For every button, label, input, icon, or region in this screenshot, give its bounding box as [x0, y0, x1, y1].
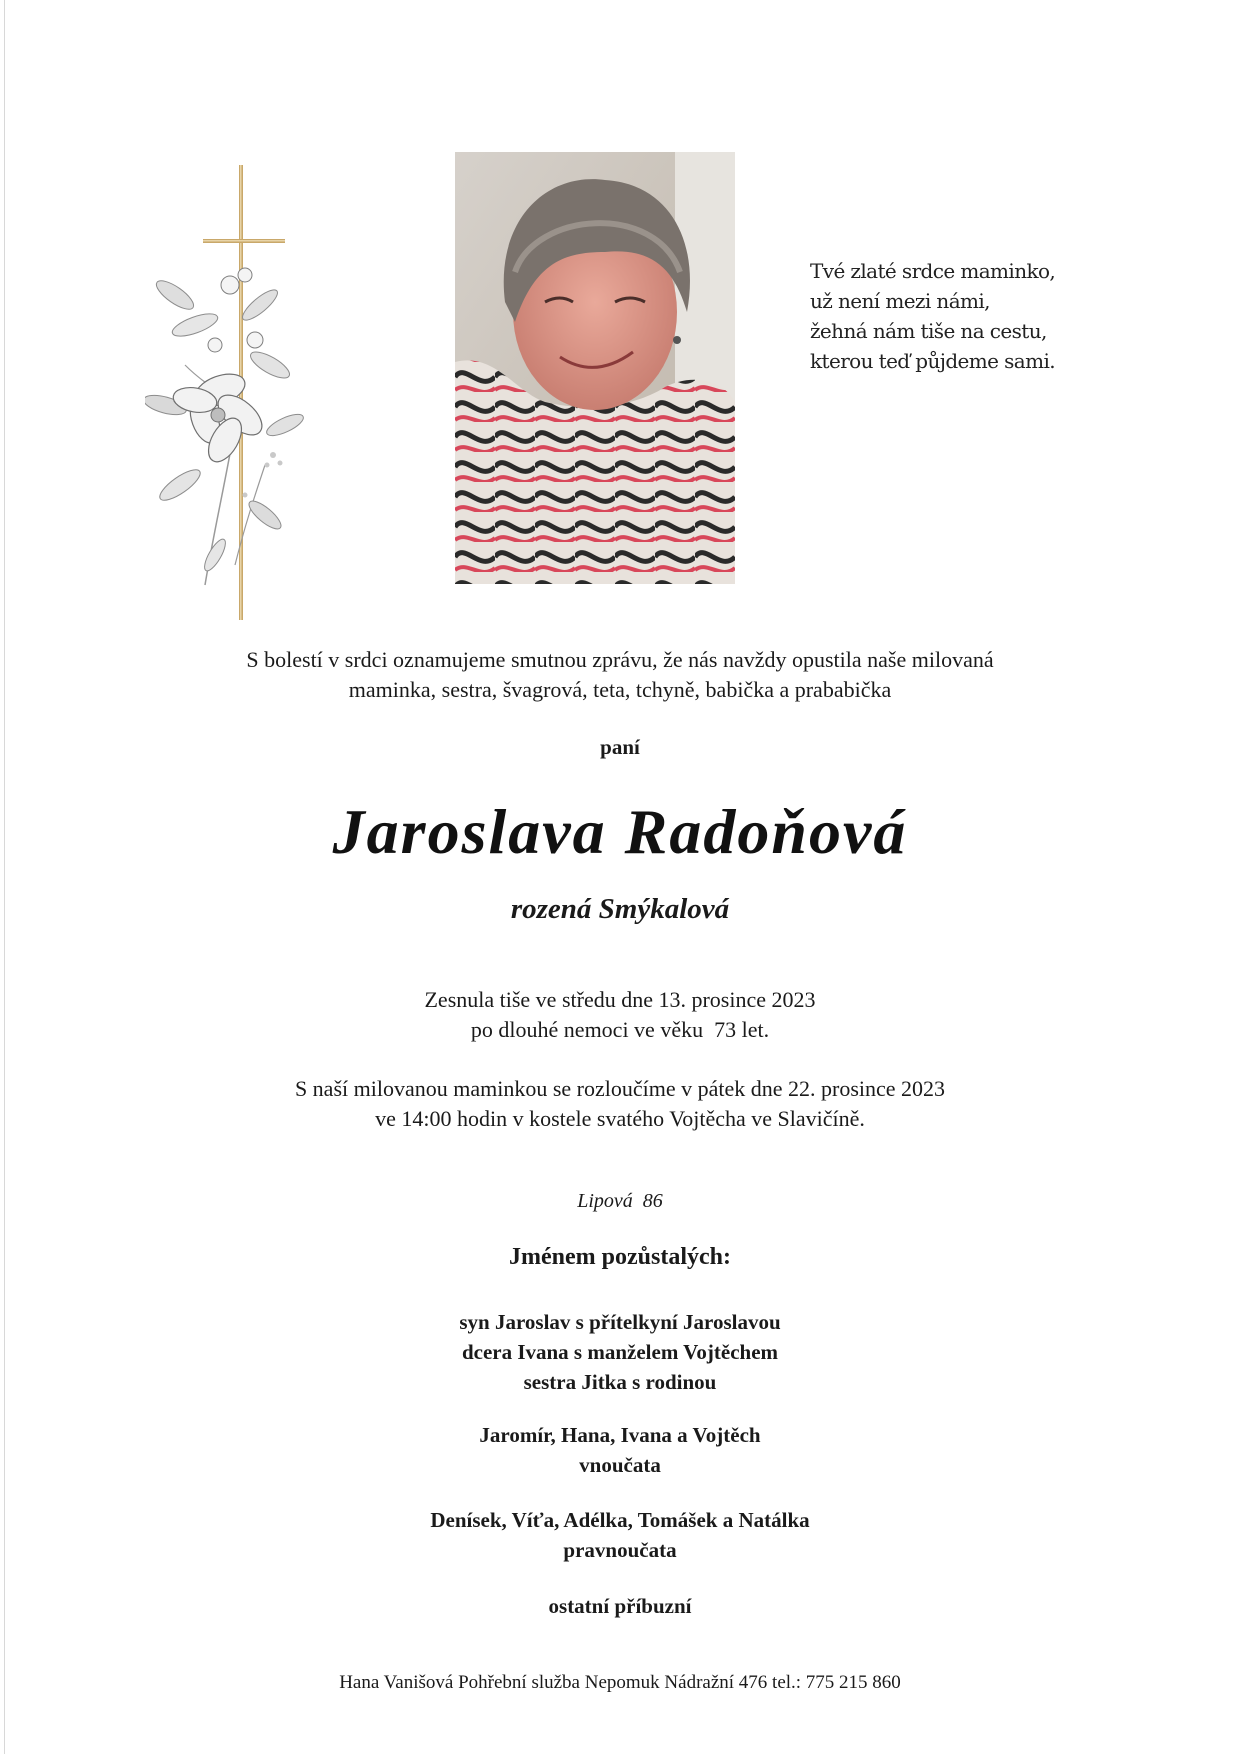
portrait-photo — [455, 152, 735, 584]
survivor-relation: pravnoučata — [563, 1538, 677, 1562]
verse-line: Tvé zlaté srdce maminko, — [810, 259, 1056, 283]
announcement — [0, 645, 1240, 705]
death-info-line: po dlouhé nemoci ve věku 73 let. — [470, 1017, 770, 1042]
survivor-line: dcera Ivana s manželem Vojtěchem — [461, 1340, 779, 1364]
verse-line: kterou teď půjdeme sami. — [810, 349, 1056, 373]
honorific: paní — [600, 735, 640, 759]
address: Lipová 86 — [577, 1190, 663, 1212]
death-info — [0, 985, 1240, 1045]
death-info-line: Zesnula tiše ve středu dne 13. prosince 2023 — [424, 987, 816, 1012]
cross-with-flowers-icon — [145, 165, 305, 625]
survivor-line: Denísek, Víťa, Adélka, Tomášek a Natálka — [430, 1508, 810, 1532]
survivors-heading: Jménem pozůstalých: — [509, 1244, 731, 1270]
survivors-group-grandchildren — [0, 1420, 1240, 1480]
verse-line: už není mezi námi, — [810, 289, 990, 313]
verse-line: žehná nám tiše na cestu, — [810, 319, 1047, 343]
survivors-group-great-grandchildren — [0, 1505, 1240, 1565]
announcement-line: S bolestí v srdci oznamujeme smutnou zprávu, že nás navždy opustila naše milovaná — [246, 647, 994, 672]
survivors-group-relatives: ostatní příbuzní — [548, 1594, 692, 1618]
funeral-service-footer: Hana Vanišová Pohřební služba Nepomuk Nádražní 476 tel.: 775 215 860 — [339, 1672, 901, 1693]
farewell-info-line: S naší milovanou maminkou se rozloučíme v pátek dne 22. prosince 2023 — [294, 1076, 946, 1101]
survivor-line: syn Jaroslav s přítelkyní Jaroslavou — [459, 1310, 781, 1334]
maiden-name: rozená Smýkalová — [510, 893, 730, 925]
memorial-verse — [810, 256, 1110, 376]
farewell-info — [0, 1074, 1240, 1134]
survivor-line: Jaromír, Hana, Ivana a Vojtěch — [479, 1423, 761, 1447]
survivors-group-children — [0, 1307, 1240, 1397]
survivor-line: sestra Jitka s rodinou — [523, 1370, 717, 1394]
survivor-relation: vnoučata — [579, 1453, 661, 1477]
scan-edge-line — [4, 0, 5, 1754]
deceased-name: Jaroslava Radoňová — [332, 796, 908, 867]
announcement-line: maminka, sestra, švagrová, teta, tchyně, babička a prababička — [348, 677, 892, 702]
farewell-info-line: ve 14:00 hodin v kostele svatého Vojtěcha ve Slavičíně. — [375, 1106, 865, 1131]
